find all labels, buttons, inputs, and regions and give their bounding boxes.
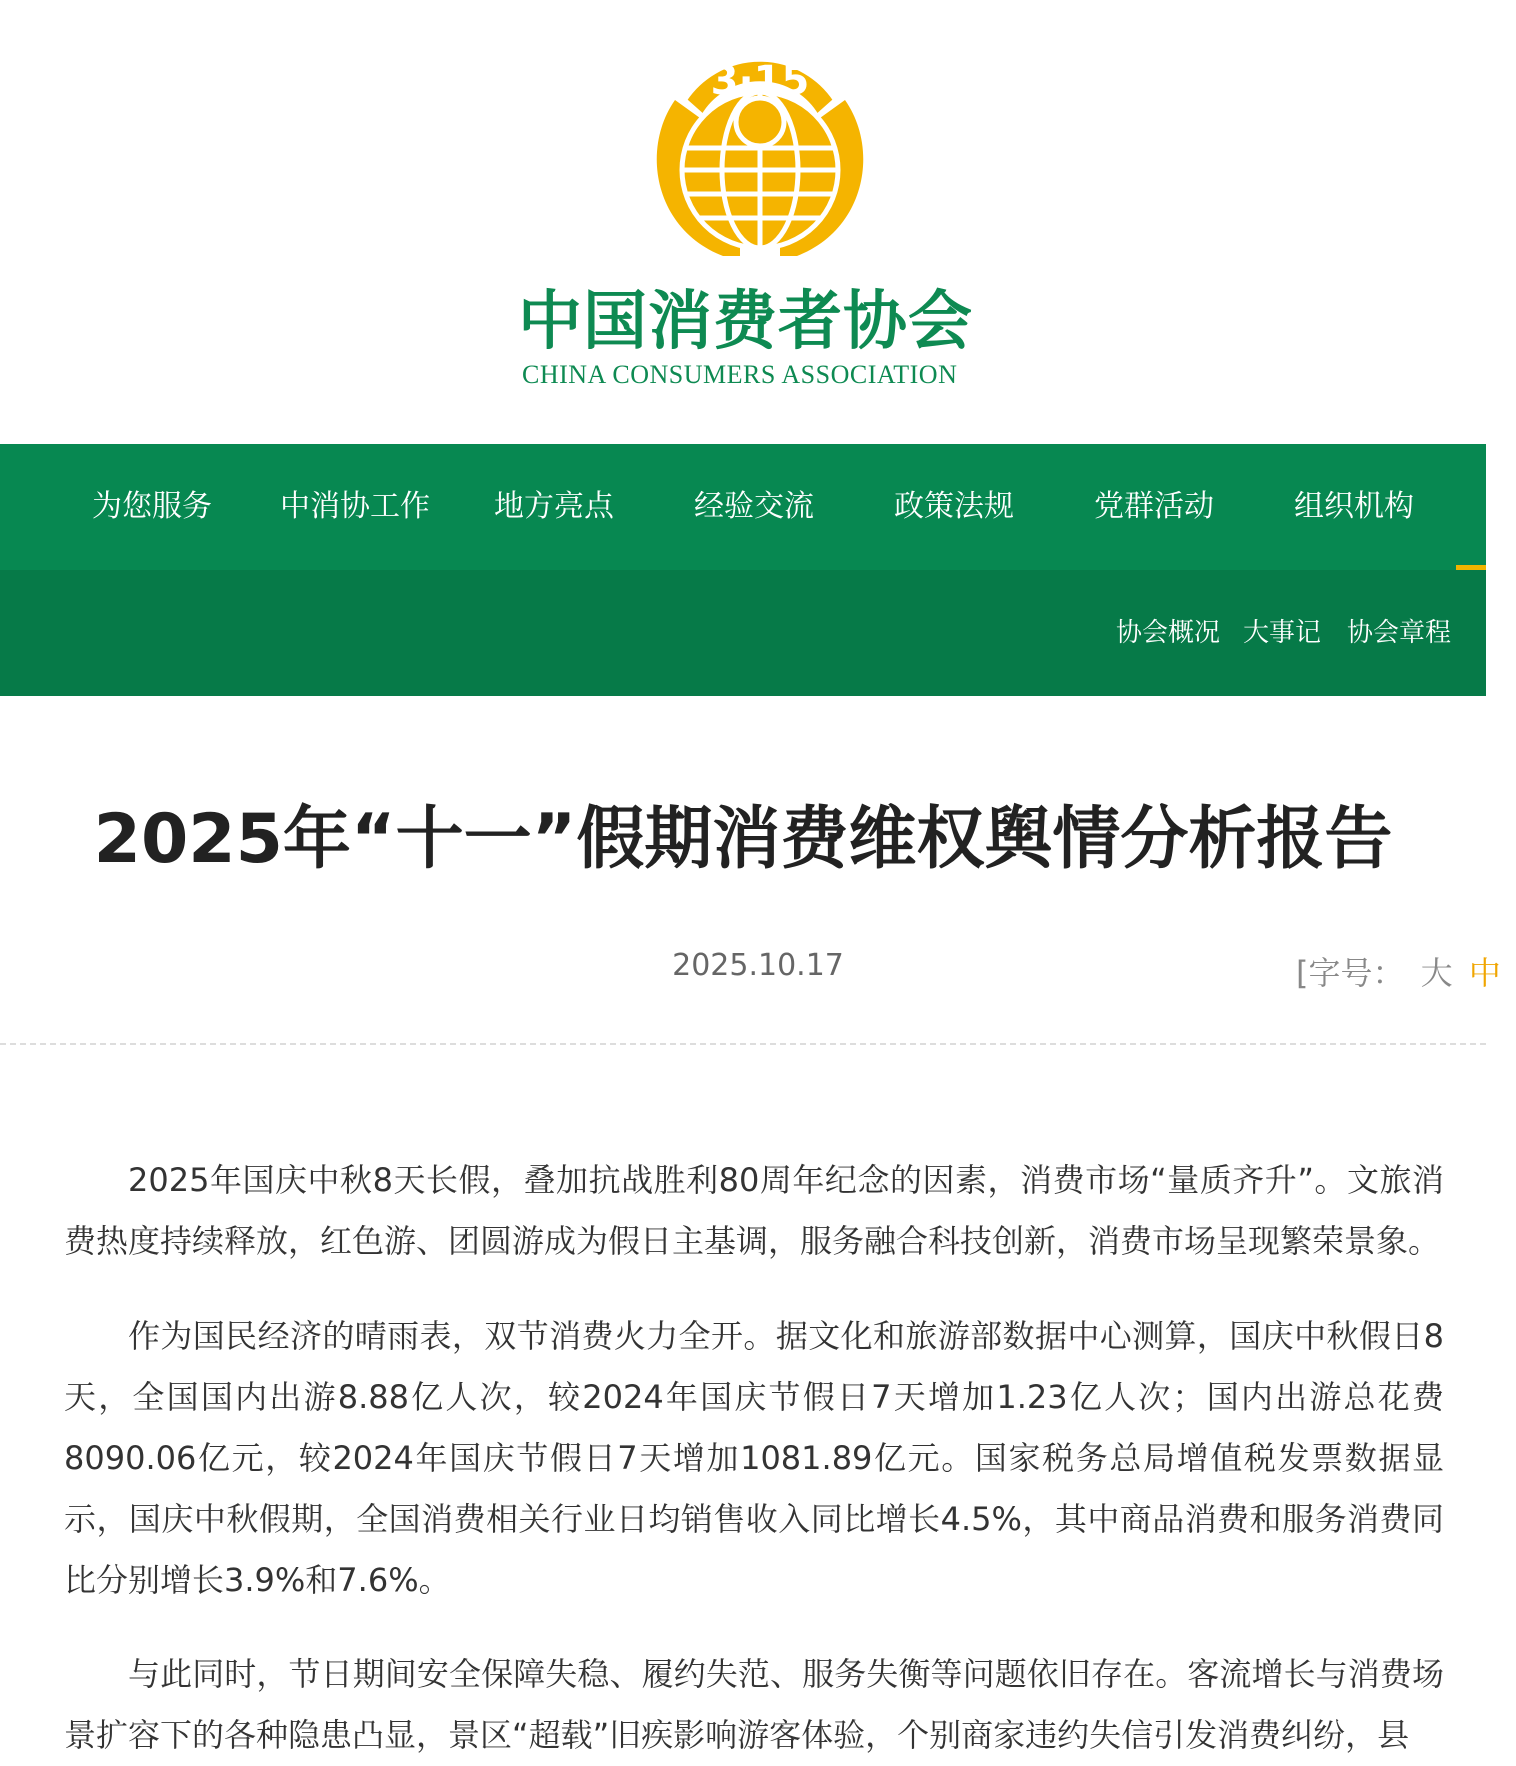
font-size-medium-option[interactable]: 中 xyxy=(1468,954,1501,992)
nav-item-policy-regulations[interactable]: 政策法规 xyxy=(894,489,1014,524)
main-nav xyxy=(0,444,1486,570)
sub-nav xyxy=(0,570,1486,696)
subnav-item-overview[interactable]: 协会概况 xyxy=(1116,618,1221,648)
nav-item-organization[interactable]: 组织机构 xyxy=(1294,489,1414,524)
logo-english-name[interactable]: CHINA CONSUMERS ASSOCIATION xyxy=(522,360,958,389)
logo-chinese-name[interactable]: 中国消费者协会 xyxy=(518,285,973,359)
font-size-label: [字号： xyxy=(1296,954,1405,992)
article-paragraph: 与此同时，节日期间安全保障失稳、履约失范、服务失衡等问题依旧存在。客流增长与消费场景扩容下的各种隐患凸显，景区“超载”旧疾影响游客体验，个别商家违约失信引发消费纠纷，县 xyxy=(64,1655,1444,1754)
emblem-text: 3·15 xyxy=(710,58,810,104)
article-date: 2025.10.17 xyxy=(672,948,844,983)
site-header xyxy=(0,0,1486,444)
font-size-switcher xyxy=(1296,948,1501,994)
subnav-item-chronicle[interactable]: 大事记 xyxy=(1243,618,1322,648)
nav-item-local-highlights[interactable]: 地方亮点 xyxy=(494,489,614,524)
nav-item-services[interactable]: 为您服务 xyxy=(92,489,212,524)
font-size-large-option[interactable]: 大 xyxy=(1420,954,1453,992)
subnav-item-charter[interactable]: 协会章程 xyxy=(1347,618,1452,648)
nav-item-party-activities[interactable]: 党群活动 xyxy=(1094,489,1214,524)
nav-item-experience-exchange[interactable]: 经验交流 xyxy=(694,489,814,524)
article-paragraph: 作为国民经济的晴雨表，双节消费火力全开。据文化和旅游部数据中心测算，国庆中秋假日8天，全国国内出游8.88亿人次，较2024年国庆节假日7天增加1.23亿人次；国内出游总花费8090.06亿元，较2024年国庆节假日7天增加1081.89亿元。国家税务总局增值税发票数据显示，国庆中秋假期，全国消费相关行业日均销售收入同比增长4.5%，其中商品消费和服务消费同比分别增长3.9%和7.6%。 xyxy=(64,1317,1444,1599)
cca-315-emblem-icon[interactable] xyxy=(645,30,875,266)
article-paragraph: 2025年国庆中秋8天长假，叠加抗战胜利80周年纪念的因素，消费市场“量质齐升”。文旅消费热度持续释放，红色游、团圆游成为假日主基调，服务融合科技创新，消费市场呈现繁荣景象。 xyxy=(64,1161,1444,1260)
article-title: 2025年“十一”假期消费维权舆情分析报告 xyxy=(93,800,1393,879)
title-divider xyxy=(0,1043,1486,1045)
nav-item-cca-work[interactable]: 中消协工作 xyxy=(280,489,430,524)
